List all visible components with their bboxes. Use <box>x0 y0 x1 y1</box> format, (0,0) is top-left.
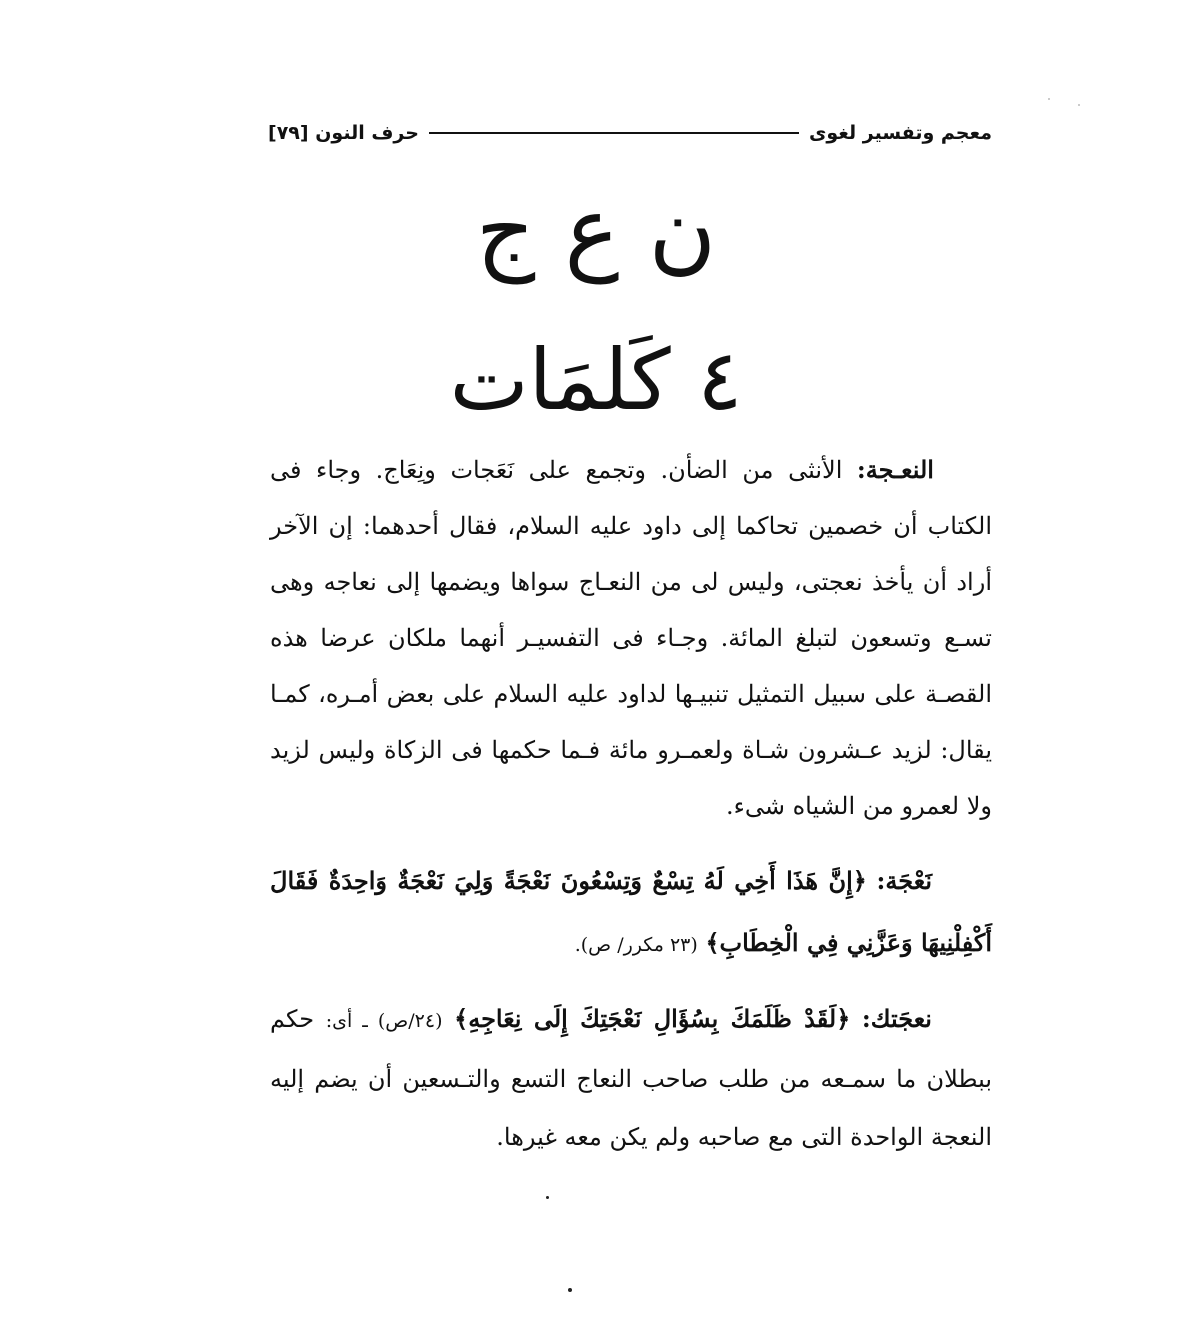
section-label: حرف النون [٧٩] <box>268 122 419 144</box>
verse-entry <box>270 990 992 1166</box>
header-rule <box>429 132 799 134</box>
verse-entry <box>270 850 992 976</box>
definition-paragraph <box>270 442 992 834</box>
quran-verse: ﴿إِنَّ هَذَا أَخِي لَهُ تِسْعٌ وَتِسْعُونَ نَعْجَةً وَلِيَ نَعْجَةٌ وَاحِدَةٌ فَقَالَ أَكْفِلْنِيهَا وَعَزَّنِي فِي الْخِطَابِ﴾ <box>270 866 992 957</box>
quran-verse: ﴿لَقَدْ ظَلَمَكَ بِسُؤَالِ نَعْجَتِكَ إِلَى نِعَاجِهِ﴾ <box>454 1004 851 1033</box>
scan-speck <box>568 1288 572 1292</box>
running-header <box>268 116 992 150</box>
scan-speck <box>546 1196 549 1199</box>
book-title: معجم وتفسير لغوى <box>808 122 992 144</box>
verse-reference: (٢٣ مكرر/ ص). <box>574 934 698 956</box>
entry-explanation: حكم ببطلان ما سمـعه من طلب صاحب النعاج التسع والتـسعين أن يضم إليه النعجة الواحدة التى مع صاحبه ولم يكن معه غيرها. <box>270 1005 992 1151</box>
verse-reference: (٢٤/ص) ـ أى: <box>325 1010 443 1032</box>
scan-speck <box>1078 104 1080 106</box>
entry-term: نَعْجَة: <box>876 866 932 895</box>
word-count-heading: ٤ كَلمَات <box>449 331 743 429</box>
entry-term: النعـجة: <box>856 455 934 484</box>
scan-speck <box>1048 98 1050 100</box>
root-letters-heading: ن ع ج <box>475 177 717 284</box>
entry-term: نعجَتك: <box>861 1004 932 1033</box>
definition-text: الأنثى من الضأن. وتجمع على نَعَجات ونِعَاج. وجاء فى الكتاب أن خصمين تحاكما إلى داود عليه السلام، فقال أحدهما: إن الآخر أراد أن يأخذ نعجتى، وليس لى من النعـاج سواها ويضمها إلى نعاجه وهى تسـع وتسعون لتبلغ المائة. وجـاء فى التفسيـر أنهما ملكان عرضا هذه القصـة على سبيل التمثيل تنبيـها لداود عليه السلام على بعض أمـره، كمـا يقال: لزيد عـشرون شـاة ولعمـرو مائة فـما حكمها فى الزكاة وليس لزيد ولا لعمرو من الشياه شىء. <box>270 456 993 820</box>
